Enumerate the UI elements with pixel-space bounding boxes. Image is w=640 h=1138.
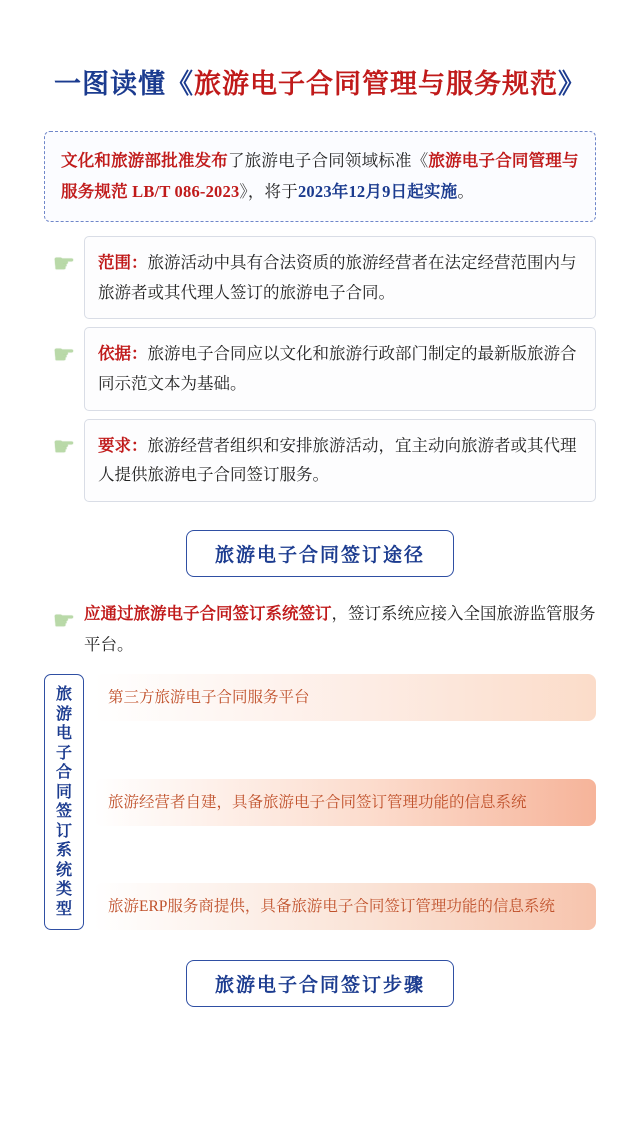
system-types-list xyxy=(94,674,596,930)
intro-issuer: 文化和旅游部批准发布 xyxy=(61,151,228,170)
section-pill-label: 旅游电子合同签订途径 xyxy=(186,530,454,577)
pointing-hand-icon: ☛ xyxy=(52,250,76,279)
channel-note-rest: ，签订系统应接入全国旅游监管服务平台。 xyxy=(84,604,596,654)
bullet-card-basis xyxy=(84,327,596,410)
page-title-tail: 》 xyxy=(558,69,586,99)
page-title-highlight: 旅游电子合同管理与服务规范 xyxy=(194,69,558,99)
system-types-side-label xyxy=(44,674,84,930)
channel-note-text xyxy=(84,593,596,660)
pointing-hand-icon: ☛ xyxy=(52,341,76,370)
page-title xyxy=(28,0,612,121)
pointing-hand-icon: ☛ xyxy=(52,432,76,461)
system-types-block xyxy=(44,674,596,930)
section-pill-label: 旅游电子合同签订步骤 xyxy=(186,960,454,1007)
list-item: 旅游ERP服务商提供，具备旅游电子合同签订管理功能的信息系统 xyxy=(94,883,596,930)
pointing-hand-icon: ☛ xyxy=(52,607,76,636)
bullet-card-requirement xyxy=(84,419,596,502)
bullet-text: 旅游经营者组织和安排旅游活动，宜主动向旅游者或其代理人提供旅游电子合同签订服务。 xyxy=(98,435,577,485)
intro-text-3: 。 xyxy=(457,181,475,201)
bullet-label: 要求： xyxy=(98,435,148,455)
intro-text-1: 了旅游电子合同领域标准《 xyxy=(228,151,429,170)
channel-note-strong: 应通过旅游电子合同签订系统签订 xyxy=(84,604,332,624)
system-types-side-label-text: 旅游电子合同签订系统类型 xyxy=(55,686,72,918)
bullet-text: 旅游电子合同应以文化和旅游行政部门制定的最新版旅游合同示范文本为基础。 xyxy=(98,344,577,394)
channel-note xyxy=(44,593,596,660)
intro-text-2: 》，将于 xyxy=(239,181,298,201)
bullet-label: 范围： xyxy=(98,253,148,273)
bullet-text: 旅游活动中具有合法资质的旅游经营者在法定经营范围内与旅游者或其代理人签订的旅游电子合同。 xyxy=(98,253,577,302)
section-header-channel xyxy=(28,530,612,577)
list-item: 第三方旅游电子合同服务平台 xyxy=(94,674,596,721)
intro-standard-name: 旅游电子合同管理与服务规范 LB/T 086-2023 xyxy=(61,151,579,201)
bullet-list xyxy=(28,236,612,502)
section-header-steps xyxy=(28,960,612,1007)
list-item xyxy=(44,327,596,410)
intro-effective-date: 2023年12月9日起实施 xyxy=(297,181,458,201)
bullet-label: 依据： xyxy=(98,344,148,364)
page-title-lead: 一图读懂《 xyxy=(54,69,194,99)
bullet-card-scope xyxy=(84,236,596,319)
list-item xyxy=(44,236,596,319)
list-item xyxy=(44,419,596,502)
intro-box xyxy=(44,131,596,222)
list-item: 旅游经营者自建，具备旅游电子合同签订管理功能的信息系统 xyxy=(94,779,596,826)
